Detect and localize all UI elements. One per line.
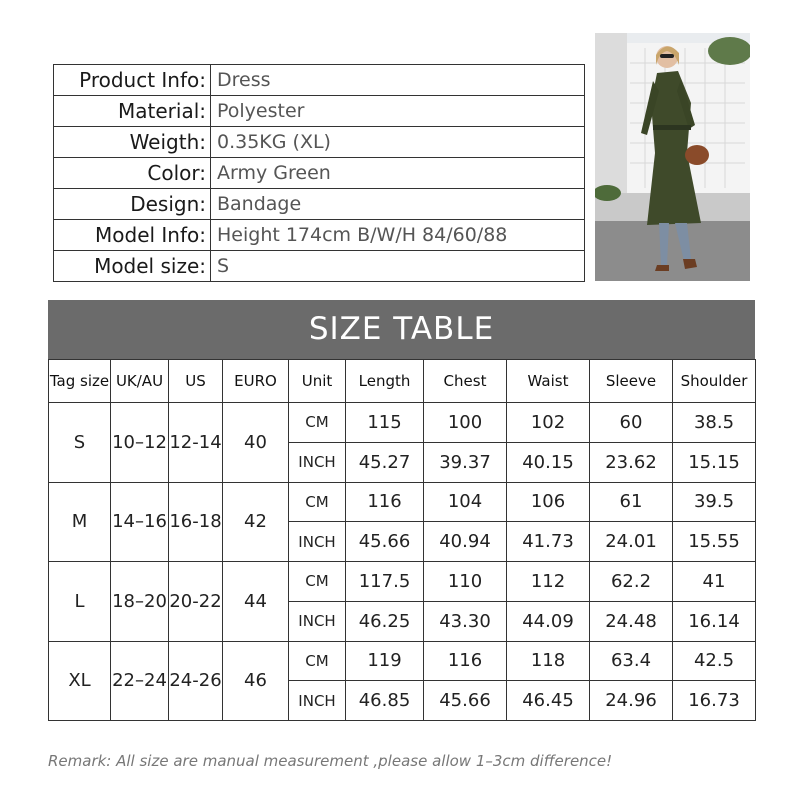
unit-cell: INCH: [289, 442, 346, 482]
header-shoulder: Shoulder: [673, 360, 756, 403]
euro-cell: 40: [223, 403, 289, 483]
belt: [653, 125, 691, 130]
info-row: [54, 251, 585, 282]
size-table: [48, 359, 756, 721]
road: [595, 221, 750, 281]
shoulder-cell: 15.55: [673, 522, 756, 562]
us-cell: 24-26: [169, 641, 223, 721]
shoulder-cell: 15.15: [673, 442, 756, 482]
tag-size-cell: M: [49, 482, 111, 562]
waist-cell: 41.73: [507, 522, 590, 562]
us-cell: 20-22: [169, 562, 223, 642]
info-label: Model size:: [54, 251, 211, 282]
info-row: [54, 65, 585, 96]
unit-cell: CM: [289, 403, 346, 443]
unit-cell: CM: [289, 482, 346, 522]
table-row: [49, 403, 756, 443]
unit-cell: INCH: [289, 681, 346, 721]
shoulder-cell: 42.5: [673, 641, 756, 681]
unit-cell: INCH: [289, 601, 346, 641]
header-uk-au: UK/AU: [111, 360, 169, 403]
remark-text: Remark: All size are manual measurement ,please allow 1–3cm difference!: [48, 752, 613, 770]
handbag: [685, 145, 709, 165]
waist-cell: 118: [507, 641, 590, 681]
chest-cell: 45.66: [424, 681, 507, 721]
euro-cell: 42: [223, 482, 289, 562]
us-cell: 12-14: [169, 403, 223, 483]
length-cell: 45.27: [346, 442, 424, 482]
chest-cell: 110: [424, 562, 507, 602]
tree: [708, 37, 750, 65]
shoulder-cell: 38.5: [673, 403, 756, 443]
header-sleeve: Sleeve: [590, 360, 673, 403]
uk-au-cell: 18–20: [111, 562, 169, 642]
shoulder-cell: 16.73: [673, 681, 756, 721]
unit-cell: CM: [289, 641, 346, 681]
tag-size-cell: XL: [49, 641, 111, 721]
info-value: Polyester: [211, 96, 585, 127]
sleeve-cell: 24.01: [590, 522, 673, 562]
waist-cell: 102: [507, 403, 590, 443]
info-row: [54, 96, 585, 127]
sleeve-cell: 62.2: [590, 562, 673, 602]
header-euro: EURO: [223, 360, 289, 403]
shoulder-cell: 39.5: [673, 482, 756, 522]
header-waist: Waist: [507, 360, 590, 403]
chest-cell: 104: [424, 482, 507, 522]
table-row: [49, 562, 756, 602]
header-us: US: [169, 360, 223, 403]
product-info-table: [53, 64, 585, 282]
sleeve-cell: 23.62: [590, 442, 673, 482]
length-cell: 46.25: [346, 601, 424, 641]
waist-cell: 112: [507, 562, 590, 602]
info-label: Design:: [54, 189, 211, 220]
chest-cell: 43.30: [424, 601, 507, 641]
info-value: 0.35KG (XL): [211, 127, 585, 158]
waist-cell: 46.45: [507, 681, 590, 721]
euro-cell: 46: [223, 641, 289, 721]
sleeve-cell: 24.48: [590, 601, 673, 641]
info-label: Weigth:: [54, 127, 211, 158]
length-cell: 115: [346, 403, 424, 443]
waist-cell: 106: [507, 482, 590, 522]
chest-cell: 40.94: [424, 522, 507, 562]
chest-cell: 116: [424, 641, 507, 681]
size-table-title: SIZE TABLE: [48, 300, 755, 359]
header-unit: Unit: [289, 360, 346, 403]
chest-cell: 39.37: [424, 442, 507, 482]
header-tag-size: Tag size: [49, 360, 111, 403]
info-value: Army Green: [211, 158, 585, 189]
info-row: [54, 189, 585, 220]
euro-cell: 44: [223, 562, 289, 642]
info-row: [54, 220, 585, 251]
length-cell: 117.5: [346, 562, 424, 602]
sleeve-cell: 63.4: [590, 641, 673, 681]
us-cell: 16-18: [169, 482, 223, 562]
waist-cell: 44.09: [507, 601, 590, 641]
info-value: Height 174cm B/W/H 84/60/88: [211, 220, 585, 251]
uk-au-cell: 10–12: [111, 403, 169, 483]
tag-size-cell: L: [49, 562, 111, 642]
info-label: Color:: [54, 158, 211, 189]
info-label: Model Info:: [54, 220, 211, 251]
info-value: Dress: [211, 65, 585, 96]
unit-cell: CM: [289, 562, 346, 602]
uk-au-cell: 22–24: [111, 641, 169, 721]
sleeve-cell: 60: [590, 403, 673, 443]
info-label: Material:: [54, 96, 211, 127]
tag-size-cell: S: [49, 403, 111, 483]
waist-cell: 40.15: [507, 442, 590, 482]
info-label: Product Info:: [54, 65, 211, 96]
info-value: S: [211, 251, 585, 282]
length-cell: 46.85: [346, 681, 424, 721]
length-cell: 119: [346, 641, 424, 681]
header-chest: Chest: [424, 360, 507, 403]
table-row: [49, 482, 756, 522]
sunglasses: [660, 54, 674, 58]
length-cell: 116: [346, 482, 424, 522]
info-row: [54, 158, 585, 189]
sleeve-cell: 24.96: [590, 681, 673, 721]
size-header-row: [49, 360, 756, 403]
unit-cell: INCH: [289, 522, 346, 562]
uk-au-cell: 14–16: [111, 482, 169, 562]
shoulder-cell: 41: [673, 562, 756, 602]
header-length: Length: [346, 360, 424, 403]
info-value: Bandage: [211, 189, 585, 220]
table-row: [49, 641, 756, 681]
info-row: [54, 127, 585, 158]
sleeve-cell: 61: [590, 482, 673, 522]
model-photo: [595, 33, 750, 281]
length-cell: 45.66: [346, 522, 424, 562]
chest-cell: 100: [424, 403, 507, 443]
shoulder-cell: 16.14: [673, 601, 756, 641]
